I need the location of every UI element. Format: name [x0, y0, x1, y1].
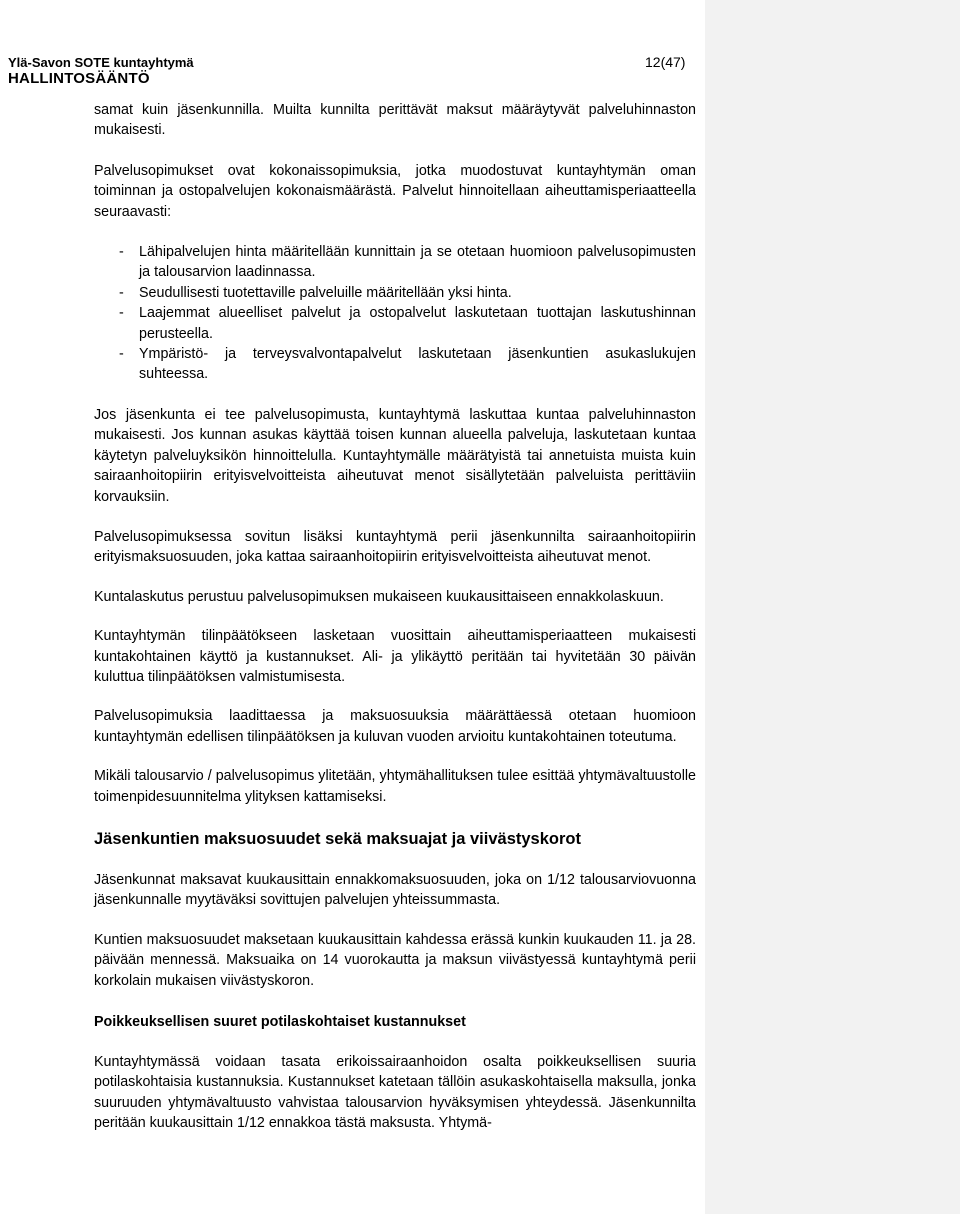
list-dash: -: [119, 346, 124, 363]
paragraph: Palvelusopimuksia laadittaessa ja maksuosuuksia määrättäessä otetaan huomioon kuntayhtymän edellisen tilinpäätöksen ja kuluvan vuoden arvioitu kuntakohtainen toteutuma.: [94, 708, 696, 745]
list-item-text: Laajemmat alueelliset palvelut ja ostopalvelut laskutetaan tuottajan laskutushinnan perusteella.: [139, 305, 696, 342]
list-dash: -: [119, 244, 124, 261]
list-item: [94, 242, 696, 283]
header-organization: Ylä-Savon SOTE kuntayhtymä: [8, 55, 194, 70]
paragraph: Palvelusopimuksessa sovitun lisäksi kuntayhtymä perii jäsenkunnilta sairaanhoitopiirin erityismaksuosuuden, joka kattaa sairaanhoitopiirin erityisvelvoitteista aiheutuvat menot.: [94, 528, 696, 566]
list-item-text: Ympäristö- ja terveysvalvontapalvelut laskutetaan jäsenkuntien asukaslukujen suhteessa.: [139, 346, 696, 383]
list-item-text: Seudullisesti tuotettaville palveluille määritellään yksi hinta.: [139, 284, 512, 301]
paragraph: Mikäli talousarvio / palvelusopimus ylitetään, yhtymähallituksen tulee esittää yhtymävaltuustolle toimenpidesuunnitelma ylityksen kattamiseksi.: [94, 768, 696, 805]
pricing-list: [94, 242, 696, 385]
paragraph: samat kuin jäsenkunnilla. Muilta kunnilta perittävät maksut määräytyvät palveluhinnaston mukaisesti.: [94, 102, 696, 139]
paragraph: Kuntayhtymän tilinpäätökseen lasketaan vuosittain aiheuttamisperiaatteen mukaisesti kuntakohtainen käyttö ja kustannukset. Ali- ja ylikäyttö peritään tai hyvitetään 30 päivän kuluttua tilinpäätöksen valmistumisesta.: [94, 628, 696, 685]
paragraph: Kuntayhtymässä voidaan tasata erikoissairaanhoidon osalta poikkeuksellisen suuria potilaskohtaisia kustannuksia. Kustannukset katetaan tällöin asukaskohtaisella maksulla, jonka suuruuden yhtymävaltuusto vahvistaa talousarvion hyväksymisen yhteydessä. Jäsenkunnilta peritään kuukausittain 1/12 ennakkoa tästä maksusta. Yhtymä-: [94, 1054, 696, 1132]
paragraph: Jäsenkunnat maksavat kuukausittain ennakkomaksuosuuden, joka on 1/12 talousarviovuonna jäsenkunnalle myytäväksi sovittujen palvelujen yhteissummasta.: [94, 871, 696, 909]
subsection-heading: Poikkeuksellisen suuret potilaskohtaiset kustannukset: [94, 1014, 466, 1030]
page-number: 12(47): [645, 54, 686, 70]
paragraph: Palvelusopimukset ovat kokonaissopimuksia, jotka muodostuvat kuntayhtymän oman toiminnan ja ostopalvelujen kokonaismäärästä. Palvelut hinnoitellaan aiheuttamisperiaatteella seuraavasti:: [94, 162, 696, 220]
paragraph: Jos jäsenkunta ei tee palvelusopimusta, kuntayhtymä laskuttaa kuntaa palveluhinnaston mukaisesti. Jos kunnan asukas käyttää toisen kunnan alueella palveluja, laskutetaan kuntaa käytetyn palveluyksikön hinnoittelulla. Kuntayhtymälle määrätyistä tai annetuista muista kuin sairaanhoitopiirin erityisvelvoitteista aiheutuvat menot sisällytetään palveluista perittäviin korvauksiin.: [94, 406, 696, 505]
list-dash: -: [119, 284, 124, 301]
list-item: [94, 303, 696, 344]
comment-pane: [705, 0, 960, 1214]
paragraph: Kuntien maksuosuudet maksetaan kuukausittain kahdessa erässä kunkin kuukauden 11. ja 28. päivään mennessä. Maksuaika on 14 vuorokautta ja maksun viivästyessä kuntayhtymä perii korkolain mukaisen viivästyskoron.: [94, 931, 696, 989]
list-item-text: Lähipalvelujen hinta määritellään kunnittain ja se otetaan huomioon palvelusopimusten ja talousarvion laadinnassa.: [139, 244, 696, 281]
list-item: [94, 283, 696, 303]
section-heading: Jäsenkuntien maksuosuudet sekä maksuajat ja viivästyskorot: [94, 829, 581, 848]
document-body: [94, 100, 696, 1134]
paragraph: Kuntalaskutus perustuu palvelusopimuksen mukaiseen kuukausittaiseen ennakkolaskuun.: [94, 588, 664, 605]
list-item: [94, 344, 696, 385]
header-document-title: HALLINTOSÄÄNTÖ: [8, 70, 150, 87]
list-dash: -: [119, 305, 124, 322]
